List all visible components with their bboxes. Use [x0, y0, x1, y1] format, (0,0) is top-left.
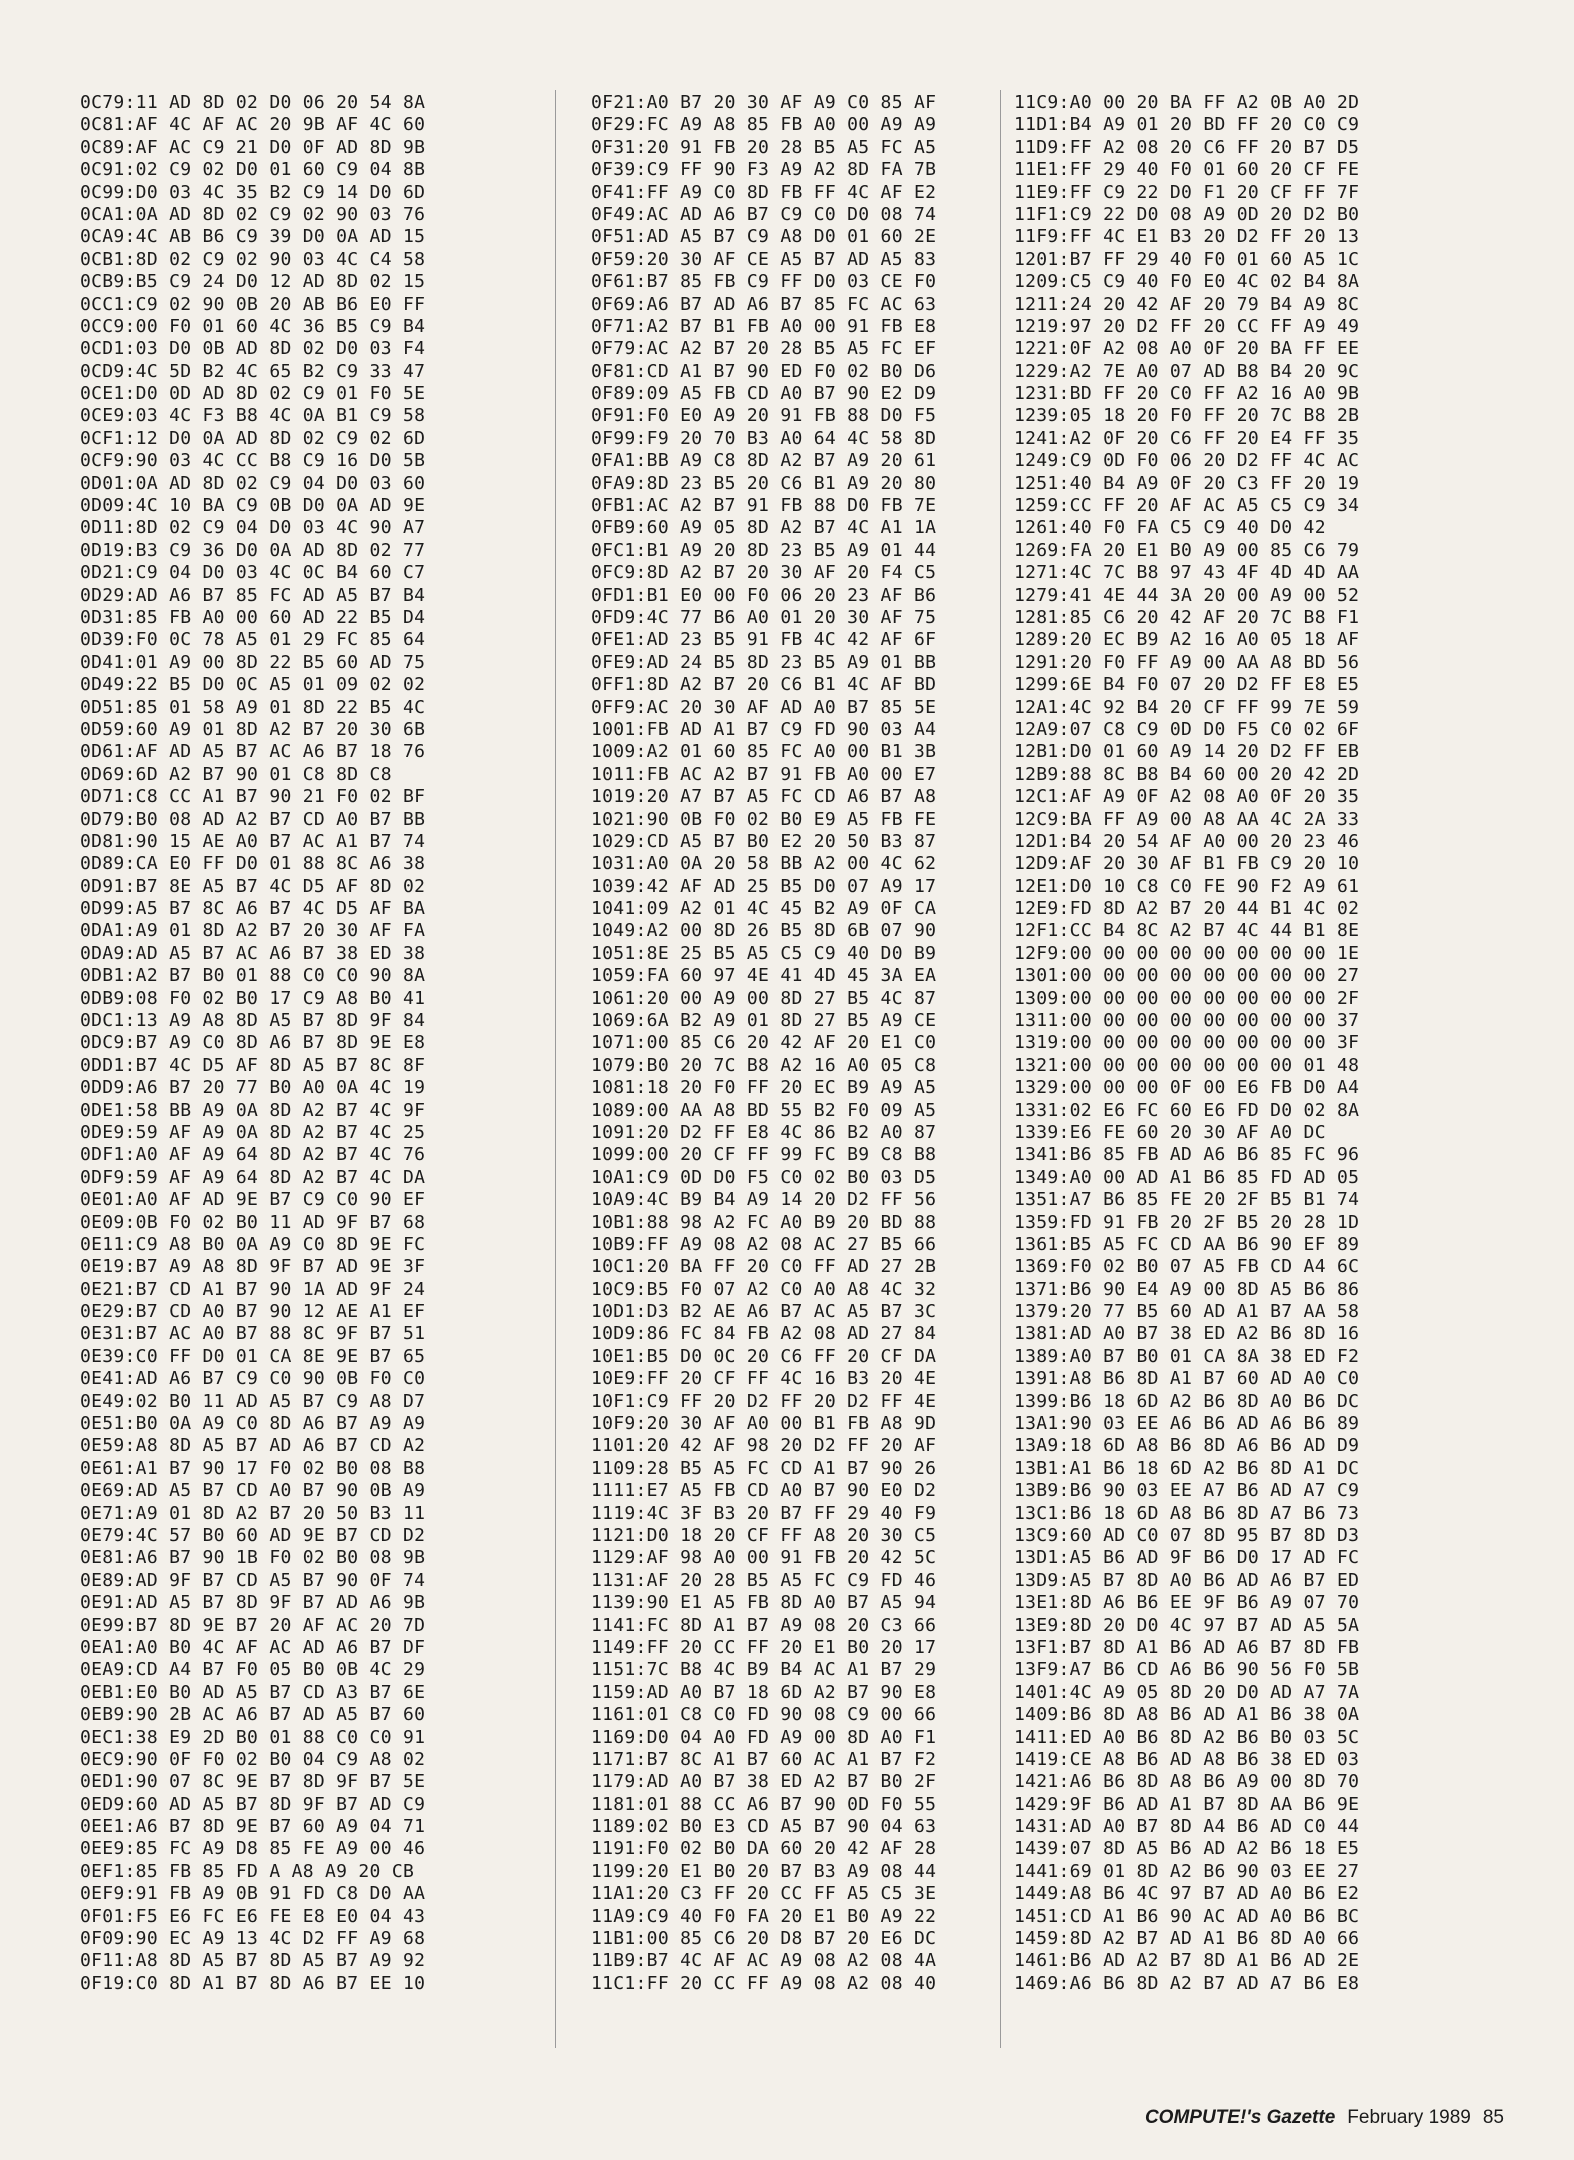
- listing-line: 13A9:18 6D A8 B6 8D A6 B6 AD D9: [1014, 1435, 1360, 1457]
- listing-line: 0D81:90 15 AE A0 B7 AC A1 B7 74: [80, 830, 426, 852]
- listing-line: 0D99:A5 B7 8C A6 B7 4C D5 AF BA: [80, 898, 426, 920]
- listing-line: 0F39:C9 FF 90 F3 A9 A2 8D FA 7B: [591, 159, 937, 181]
- listing-line: 1459:8D A2 B7 AD A1 B6 8D A0 66: [1014, 1928, 1360, 1950]
- listing-line: 1099:00 20 CF FF 99 FC B9 C8 B8: [591, 1144, 937, 1166]
- listing-line: 0E39:C0 FF D0 01 CA 8E 9E B7 65: [80, 1345, 426, 1367]
- page-number: 85: [1482, 2107, 1504, 2128]
- listing-line: 0C79:11 AD 8D 02 D0 06 20 54 8A: [80, 92, 426, 113]
- listing-line: 1041:09 A2 01 4C 45 B2 A9 0F CA: [591, 898, 937, 920]
- listing-line: 0D09:4C 10 BA C9 0B D0 0A AD 9E: [80, 495, 426, 517]
- listing-line: 1299:6E B4 F0 07 20 D2 FF E8 E5: [1014, 674, 1360, 696]
- listing-line: 1371:B6 90 E4 A9 00 8D A5 B6 86: [1014, 1278, 1360, 1300]
- listing-line: 0FD1:B1 E0 00 F0 06 20 23 AF B6: [591, 584, 937, 606]
- listing-line: 10D9:86 FC 84 FB A2 08 AD 27 84: [591, 1323, 937, 1345]
- listing-line: 1391:A8 B6 8D A1 B7 60 AD A0 C0: [1014, 1368, 1360, 1390]
- listing-line: 0FE9:AD 24 B5 8D 23 B5 A9 01 BB: [591, 651, 937, 673]
- listing-line: 13E9:8D 20 D0 4C 97 B7 AD A5 5A: [1014, 1614, 1360, 1636]
- listing-line: 1279:41 4E 44 3A 20 00 A9 00 52: [1014, 584, 1360, 606]
- listing-line: 0CD1:03 D0 0B AD 8D 02 D0 03 F4: [80, 338, 426, 360]
- listing-line: 11F1:C9 22 D0 08 A9 0D 20 D2 B0: [1014, 203, 1360, 225]
- listing-line: 10B1:88 98 A2 FC A0 B9 20 BD 88: [591, 1211, 937, 1233]
- listing-line: 11A1:20 C3 FF 20 CC FF A5 C5 3E: [591, 1883, 937, 1905]
- listing-line: 0F79:AC A2 B7 20 28 B5 A5 FC EF: [591, 338, 937, 360]
- listing-line: 1361:B5 A5 FC CD AA B6 90 EF 89: [1014, 1233, 1360, 1255]
- listing-line: 1241:A2 0F 20 C6 FF 20 E4 FF 35: [1014, 427, 1360, 449]
- listing-line: 1169:D0 04 A0 FD A9 00 8D A0 F1: [591, 1726, 937, 1748]
- listing-line: 1439:07 8D A5 B6 AD A2 B6 18 E5: [1014, 1838, 1360, 1860]
- listing-line: 0F71:A2 B7 B1 FB A0 00 91 FB E8: [591, 315, 937, 337]
- listing-line: 13B1:A1 B6 18 6D A2 B6 8D A1 DC: [1014, 1457, 1360, 1479]
- listing-line: 0EB9:90 2B AC A6 B7 AD A5 B7 60: [80, 1704, 426, 1726]
- listing-line: 0EF9:91 FB A9 0B 91 FD C8 D0 AA: [80, 1883, 426, 1905]
- listing-line: 0FA9:8D 23 B5 20 C6 B1 A9 20 80: [591, 472, 937, 494]
- listing-line: 1071:00 85 C6 20 42 AF 20 E1 C0: [591, 1032, 937, 1054]
- listing-line: 0F99:F9 20 70 B3 A0 64 4C 58 8D: [591, 427, 937, 449]
- listing-line: 0FC9:8D A2 B7 20 30 AF 20 F4 C5: [591, 562, 937, 584]
- listing-line: 10F1:C9 FF 20 D2 FF 20 D2 FF 4E: [591, 1390, 937, 1412]
- listing-line: 0FD9:4C 77 B6 A0 01 20 30 AF 75: [591, 606, 937, 628]
- listing-line: 1281:85 C6 20 42 AF 20 7C B8 F1: [1014, 606, 1360, 628]
- listing-line: 1431:AD A0 B7 8D A4 B6 AD C0 44: [1014, 1816, 1360, 1838]
- listing-line: 0E21:B7 CD A1 B7 90 1A AD 9F 24: [80, 1278, 426, 1300]
- listing-line: 10A9:4C B9 B4 A9 14 20 D2 FF 56: [591, 1189, 937, 1211]
- listing-line: 10A1:C9 0D D0 F5 C0 02 B0 03 D5: [591, 1166, 937, 1188]
- listing-line: 1109:28 B5 A5 FC CD A1 B7 90 26: [591, 1457, 937, 1479]
- page-footer: [1145, 2107, 1504, 2129]
- listing-line: 1059:FA 60 97 4E 41 4D 45 3A EA: [591, 965, 937, 987]
- listing-line: 13D9:A5 B7 8D A0 B6 AD A6 B7 ED: [1014, 1569, 1360, 1591]
- listing-line: 0CD9:4C 5D B2 4C 65 B2 C9 33 47: [80, 360, 426, 382]
- listing-line: 0F51:AD A5 B7 C9 A8 D0 01 60 2E: [591, 226, 937, 248]
- listing-line: 0DD9:A6 B7 20 77 B0 A0 0A 4C 19: [80, 1077, 426, 1099]
- listing-line: 0DA1:A9 01 8D A2 B7 20 30 AF FA: [80, 920, 426, 942]
- listing-line: 1051:8E 25 B5 A5 C5 C9 40 D0 B9: [591, 942, 937, 964]
- listing-line: 1409:B6 8D A8 B6 AD A1 B6 38 0A: [1014, 1704, 1360, 1726]
- listing-line: 11A9:C9 40 F0 FA 20 E1 B0 A9 22: [591, 1905, 937, 1927]
- listing-line: 1031:A0 0A 20 58 BB A2 00 4C 62: [591, 853, 937, 875]
- listing-line: 1449:A8 B6 4C 97 B7 AD A0 B6 E2: [1014, 1883, 1360, 1905]
- listing-line: 1131:AF 20 28 B5 A5 FC C9 FD 46: [591, 1569, 937, 1591]
- listing-line: 1189:02 B0 E3 CD A5 B7 90 04 63: [591, 1816, 937, 1838]
- listing-line: 0D69:6D A2 B7 90 01 C8 8D C8: [80, 763, 392, 785]
- listing-line: 1129:AF 98 A0 00 91 FB 20 42 5C: [591, 1547, 937, 1569]
- listing-line: 1081:18 20 F0 FF 20 EC B9 A9 A5: [591, 1077, 937, 1099]
- listing-line: 0CC9:00 F0 01 60 4C 36 B5 C9 B4: [80, 315, 426, 337]
- listing-line: 1311:00 00 00 00 00 00 00 00 37: [1014, 1010, 1360, 1032]
- listing-line: 1021:90 0B F0 02 B0 E9 A5 FB FE: [591, 808, 937, 830]
- listing-line: 0FE1:AD 23 B5 91 FB 4C 42 AF 6F: [591, 629, 937, 651]
- listing-line: 1289:20 EC B9 A2 16 A0 05 18 AF: [1014, 629, 1360, 651]
- listing-line: 0FF9:AC 20 30 AF AD A0 B7 85 5E: [591, 696, 937, 718]
- listing-line: 0D29:AD A6 B7 85 FC AD A5 B7 B4: [80, 584, 426, 606]
- listing-line: 0F21:A0 B7 20 30 AF A9 C0 85 AF: [591, 92, 937, 113]
- listing-line: 1171:B7 8C A1 B7 60 AC A1 B7 F2: [591, 1748, 937, 1770]
- listing-line: 10C1:20 BA FF 20 C0 FF AD 27 2B: [591, 1256, 937, 1278]
- column-divider: [1000, 90, 1001, 2048]
- listing-line: 0D71:C8 CC A1 B7 90 21 F0 02 BF: [80, 786, 426, 808]
- listing-line: 0F31:20 91 FB 20 28 B5 A5 FC A5: [591, 136, 937, 158]
- listing-line: 0F19:C0 8D A1 B7 8D A6 B7 EE 10: [80, 1972, 426, 1994]
- listing-line: 0CB1:8D 02 C9 02 90 03 4C C4 58: [80, 248, 426, 270]
- listing-line: 0EB1:E0 B0 AD A5 B7 CD A3 B7 6E: [80, 1681, 426, 1703]
- listing-line: 1219:97 20 D2 FF 20 CC FF A9 49: [1014, 315, 1360, 337]
- listing-line: 1149:FF 20 CC FF 20 E1 B0 20 17: [591, 1636, 937, 1658]
- listing-line: 10E9:FF 20 CF FF 4C 16 B3 20 4E: [591, 1368, 937, 1390]
- listing-line: 0D31:85 FB A0 00 60 AD 22 B5 D4: [80, 606, 426, 628]
- listing-line: 0CF9:90 03 4C CC B8 C9 16 D0 5B: [80, 450, 426, 472]
- listing-line: 0F81:CD A1 B7 90 ED F0 02 B0 D6: [591, 360, 937, 382]
- listing-line: 0C81:AF 4C AF AC 20 9B AF 4C 60: [80, 114, 426, 136]
- listing-line: 0D59:60 A9 01 8D A2 B7 20 30 6B: [80, 718, 426, 740]
- listing-line: 1329:00 00 00 0F 00 E6 FB D0 A4: [1014, 1077, 1360, 1099]
- listing-line: 1089:00 AA A8 BD 55 B2 F0 09 A5: [591, 1099, 937, 1121]
- listing-line: 12D1:B4 20 54 AF A0 00 20 23 46: [1014, 830, 1360, 852]
- listing-line: 1201:B7 FF 29 40 F0 01 60 A5 1C: [1014, 248, 1360, 270]
- listing-line: 11B1:00 85 C6 20 D8 B7 20 E6 DC: [591, 1928, 937, 1950]
- listing-line: 0C89:AF AC C9 21 D0 0F AD 8D 9B: [80, 136, 426, 158]
- listing-line: 0E61:A1 B7 90 17 F0 02 B0 08 B8: [80, 1457, 426, 1479]
- listing-line: 1079:B0 20 7C B8 A2 16 A0 05 C8: [591, 1054, 937, 1076]
- listing-line: 0CC1:C9 02 90 0B 20 AB B6 E0 FF: [80, 293, 426, 315]
- listing-line: 1269:FA 20 E1 B0 A9 00 85 C6 79: [1014, 539, 1360, 561]
- listing-line: 0D11:8D 02 C9 04 D0 03 4C 90 A7: [80, 517, 426, 539]
- listing-line: 1309:00 00 00 00 00 00 00 00 2F: [1014, 987, 1360, 1009]
- listing-line: 1469:A6 B6 8D A2 B7 AD A7 B6 E8: [1014, 1972, 1360, 1994]
- listing-line: 0E51:B0 0A A9 C0 8D A6 B7 A9 A9: [80, 1413, 426, 1435]
- listing-line: 1141:FC 8D A1 B7 A9 08 20 C3 66: [591, 1614, 937, 1636]
- listing-line: 12F9:00 00 00 00 00 00 00 00 1E: [1014, 942, 1360, 964]
- listing-line: 13C9:60 AD C0 07 8D 95 B7 8D D3: [1014, 1525, 1360, 1546]
- listing-line: 0D01:0A AD 8D 02 C9 04 D0 03 60: [80, 472, 426, 494]
- listing-line: 1301:00 00 00 00 00 00 00 00 27: [1014, 965, 1360, 987]
- listing-line: 13E1:8D A6 B6 EE 9F B6 A9 07 70: [1014, 1592, 1360, 1614]
- listing-line: 1331:02 E6 FC 60 E6 FD D0 02 8A: [1014, 1099, 1360, 1121]
- listing-line: 0F41:FF A9 C0 8D FB FF 4C AF E2: [591, 181, 937, 203]
- listing-line: 1009:A2 01 60 85 FC A0 00 B1 3B: [591, 741, 937, 763]
- listing-line: 0E01:A0 AF AD 9E B7 C9 C0 90 EF: [80, 1189, 426, 1211]
- listing-line: 0EC1:38 E9 2D B0 01 88 C0 C0 91: [80, 1726, 426, 1748]
- listing-line: 0D89:CA E0 FF D0 01 88 8C A6 38: [80, 853, 426, 875]
- listing-line: 0D61:AF AD A5 B7 AC A6 B7 18 76: [80, 741, 426, 763]
- hex-listing-column-2: [591, 92, 936, 1995]
- listing-line: 1421:A6 B6 8D A8 B6 A9 00 8D 70: [1014, 1771, 1360, 1793]
- listing-line: 10C9:B5 F0 07 A2 C0 A0 A8 4C 32: [591, 1278, 937, 1300]
- listing-line: 1401:4C A9 05 8D 20 D0 AD A7 7A: [1014, 1681, 1360, 1703]
- listing-line: 1159:AD A0 B7 18 6D A2 B7 90 E8: [591, 1681, 937, 1703]
- listing-line: 1231:BD FF 20 C0 FF A2 16 A0 9B: [1014, 383, 1360, 405]
- listing-line: 0E49:02 B0 11 AD A5 B7 C9 A8 D7: [80, 1390, 426, 1412]
- listing-line: 0D19:B3 C9 36 D0 0A AD 8D 02 77: [80, 539, 426, 561]
- listing-line: 1011:FB AC A2 B7 91 FB A0 00 E7: [591, 763, 937, 785]
- listing-line: 1251:40 B4 A9 0F 20 C3 FF 20 19: [1014, 472, 1360, 494]
- listing-line: 1451:CD A1 B6 90 AC AD A0 B6 BC: [1014, 1905, 1360, 1927]
- listing-line: 1339:E6 FE 60 20 30 AF A0 DC: [1014, 1121, 1326, 1143]
- listing-line: 0CB9:B5 C9 24 D0 12 AD 8D 02 15: [80, 271, 426, 293]
- listing-line: 11D9:FF A2 08 20 C6 FF 20 B7 D5: [1014, 136, 1360, 158]
- listing-line: 1429:9F B6 AD A1 B7 8D AA B6 9E: [1014, 1793, 1360, 1815]
- listing-line: 1399:B6 18 6D A2 B6 8D A0 B6 DC: [1014, 1390, 1360, 1412]
- listing-line: 1091:20 D2 FF E8 4C 86 B2 A0 87: [591, 1121, 937, 1143]
- listing-line: 1139:90 E1 A5 FB 8D A0 B7 A5 94: [591, 1592, 937, 1614]
- listing-line: 0E09:0B F0 02 B0 11 AD 9F B7 68: [80, 1211, 426, 1233]
- listing-line: 1209:C5 C9 40 F0 E0 4C 02 B4 8A: [1014, 271, 1360, 293]
- listing-line: 1119:4C 3F B3 20 B7 FF 29 40 F9: [591, 1502, 937, 1524]
- listing-line: 1211:24 20 42 AF 20 79 B4 A9 8C: [1014, 293, 1360, 315]
- listing-line: 0DA9:AD A5 B7 AC A6 B7 38 ED 38: [80, 942, 426, 964]
- listing-line: 1461:B6 AD A2 B7 8D A1 B6 AD 2E: [1014, 1950, 1360, 1972]
- listing-line: 11C9:A0 00 20 BA FF A2 0B A0 2D: [1014, 92, 1360, 113]
- listing-line: 1321:00 00 00 00 00 00 00 01 48: [1014, 1054, 1360, 1076]
- listing-line: 0ED1:90 07 8C 9E B7 8D 9F B7 5E: [80, 1771, 426, 1793]
- listing-line: 13A1:90 03 EE A6 B6 AD A6 B6 89: [1014, 1413, 1360, 1435]
- listing-line: 0C91:02 C9 02 D0 01 60 C9 04 8B: [80, 159, 426, 181]
- listing-line: 1239:05 18 20 F0 FF 20 7C B8 2B: [1014, 405, 1360, 427]
- listing-line: 1261:40 F0 FA C5 C9 40 D0 42: [1014, 517, 1326, 539]
- listing-line: 1389:A0 B7 B0 01 CA 8A 38 ED F2: [1014, 1345, 1360, 1367]
- listing-line: 0DE1:58 BB A9 0A 8D A2 B7 4C 9F: [80, 1099, 426, 1121]
- listing-line: 1369:F0 02 B0 07 A5 FB CD A4 6C: [1014, 1256, 1360, 1278]
- listing-line: 1151:7C B8 4C B9 B4 AC A1 B7 29: [591, 1659, 937, 1681]
- listing-line: 0E29:B7 CD A0 B7 90 12 AE A1 EF: [80, 1301, 426, 1323]
- listing-line: 0E11:C9 A8 B0 0A A9 C0 8D 9E FC: [80, 1233, 426, 1255]
- listing-line: 12A9:07 C8 C9 0D D0 F5 C0 02 6F: [1014, 718, 1360, 740]
- listing-line: 1271:4C 7C B8 97 43 4F 4D 4D AA: [1014, 562, 1360, 584]
- listing-line: 10E1:B5 D0 0C 20 C6 FF 20 CF DA: [591, 1345, 937, 1367]
- listing-line: 0E91:AD A5 B7 8D 9F B7 AD A6 9B: [80, 1592, 426, 1614]
- listing-line: 1061:20 00 A9 00 8D 27 B5 4C 87: [591, 987, 937, 1009]
- listing-line: 0FA1:BB A9 C8 8D A2 B7 A9 20 61: [591, 450, 937, 472]
- listing-line: 1379:20 77 B5 60 AD A1 B7 AA 58: [1014, 1301, 1360, 1323]
- listing-line: 0E41:AD A6 B7 C9 C0 90 0B F0 C0: [80, 1368, 426, 1390]
- listing-line: 11B9:B7 4C AF AC A9 08 A2 08 4A: [591, 1950, 937, 1972]
- listing-line: 11F9:FF 4C E1 B3 20 D2 FF 20 13: [1014, 226, 1360, 248]
- listing-line: 0F11:A8 8D A5 B7 8D A5 B7 A9 92: [80, 1950, 426, 1972]
- listing-line: 1191:F0 02 B0 DA 60 20 42 AF 28: [591, 1838, 937, 1860]
- listing-line: 1069:6A B2 A9 01 8D 27 B5 A9 CE: [591, 1010, 937, 1032]
- listing-line: 0C99:D0 03 4C 35 B2 C9 14 D0 6D: [80, 181, 426, 203]
- listing-line: 0F09:90 EC A9 13 4C D2 FF A9 68: [80, 1928, 426, 1950]
- listing-line: 12A1:4C 92 B4 20 CF FF 99 7E 59: [1014, 696, 1360, 718]
- listing-line: 1181:01 88 CC A6 B7 90 0D F0 55: [591, 1793, 937, 1815]
- listing-line: 0F69:A6 B7 AD A6 B7 85 FC AC 63: [591, 293, 937, 315]
- listing-line: 0EA1:A0 B0 4C AF AC AD A6 B7 DF: [80, 1636, 426, 1658]
- listing-line: 10D1:D3 B2 AE A6 B7 AC A5 B7 3C: [591, 1301, 937, 1323]
- listing-line: 0D51:85 01 58 A9 01 8D 22 B5 4C: [80, 696, 426, 718]
- listing-line: 1101:20 42 AF 98 20 D2 FF 20 AF: [591, 1435, 937, 1457]
- listing-line: 0E19:B7 A9 A8 8D 9F B7 AD 9E 3F: [80, 1256, 426, 1278]
- listing-line: 1411:ED A0 B6 8D A2 B6 B0 03 5C: [1014, 1726, 1360, 1748]
- listing-line: 0E89:AD 9F B7 CD A5 B7 90 0F 74: [80, 1569, 426, 1591]
- listing-line: 12B1:D0 01 60 A9 14 20 D2 FF EB: [1014, 741, 1360, 763]
- listing-line: 1049:A2 00 8D 26 B5 8D 6B 07 90: [591, 920, 937, 942]
- listing-line: 1419:CE A8 B6 AD A8 B6 38 ED 03: [1014, 1748, 1360, 1770]
- listing-line: 0EF1:85 FB 85 FD A A8 A9 20 CB: [80, 1860, 415, 1882]
- listing-line: 0FB9:60 A9 05 8D A2 B7 4C A1 1A: [591, 517, 937, 539]
- listing-line: 0DB9:08 F0 02 B0 17 C9 A8 B0 41: [80, 987, 426, 1009]
- listing-line: 1001:FB AD A1 B7 C9 FD 90 03 A4: [591, 718, 937, 740]
- listing-line: 0D39:F0 0C 78 A5 01 29 FC 85 64: [80, 629, 426, 651]
- listing-line: 0D79:B0 08 AD A2 B7 CD A0 B7 BB: [80, 808, 426, 830]
- listing-line: 0CF1:12 D0 0A AD 8D 02 C9 02 6D: [80, 427, 426, 449]
- listing-line: 1441:69 01 8D A2 B6 90 03 EE 27: [1014, 1860, 1360, 1882]
- listing-line: 0DF9:59 AF A9 64 8D A2 B7 4C DA: [80, 1166, 426, 1188]
- listing-line: 1199:20 E1 B0 20 B7 B3 A9 08 44: [591, 1860, 937, 1882]
- listing-line: 0E99:B7 8D 9E B7 20 AF AC 20 7D: [80, 1614, 426, 1636]
- listing-line: 11D1:B4 A9 01 20 BD FF 20 C0 C9: [1014, 114, 1360, 136]
- listing-line: 0F29:FC A9 A8 85 FB A0 00 A9 A9: [591, 114, 937, 136]
- listing-line: 1359:FD 91 FB 20 2F B5 20 28 1D: [1014, 1211, 1360, 1233]
- listing-line: 0EA9:CD A4 B7 F0 05 B0 0B 4C 29: [80, 1659, 426, 1681]
- listing-line: 0D41:01 A9 00 8D 22 B5 60 AD 75: [80, 651, 426, 673]
- hex-listing-column-3: [1014, 92, 1359, 1995]
- listing-line: 0CA1:0A AD 8D 02 C9 02 90 03 76: [80, 203, 426, 225]
- listing-line: 0F61:B7 85 FB C9 FF D0 03 CE F0: [591, 271, 937, 293]
- listing-line: 0DD1:B7 4C D5 AF 8D A5 B7 8C 8F: [80, 1054, 426, 1076]
- listing-line: 1161:01 C8 C0 FD 90 08 C9 00 66: [591, 1704, 937, 1726]
- listing-line: 13C1:B6 18 6D A8 B6 8D A7 B6 73: [1014, 1502, 1360, 1524]
- listing-line: 1121:D0 18 20 CF FF A8 20 30 C5: [591, 1525, 937, 1546]
- listing-line: 11E1:FF 29 40 F0 01 60 20 CF FE: [1014, 159, 1360, 181]
- listing-line: 0DC1:13 A9 A8 8D A5 B7 8D 9F 84: [80, 1010, 426, 1032]
- listing-line: 12F1:CC B4 8C A2 B7 4C 44 B1 8E: [1014, 920, 1360, 942]
- listing-line: 13F9:A7 B6 CD A6 B6 90 56 F0 5B: [1014, 1659, 1360, 1681]
- listing-line: 1259:CC FF 20 AF AC A5 C5 C9 34: [1014, 495, 1360, 517]
- listing-line: 0EE1:A6 B7 8D 9E B7 60 A9 04 71: [80, 1816, 426, 1838]
- listing-line: 0E81:A6 B7 90 1B F0 02 B0 08 9B: [80, 1547, 426, 1569]
- listing-line: 10F9:20 30 AF A0 00 B1 FB A8 9D: [591, 1413, 937, 1435]
- listing-line: 0DC9:B7 A9 C0 8D A6 B7 8D 9E E8: [80, 1032, 426, 1054]
- listing-line: 1229:A2 7E A0 07 AD B8 B4 20 9C: [1014, 360, 1360, 382]
- listing-line: 0EC9:90 0F F0 02 B0 04 C9 A8 02: [80, 1748, 426, 1770]
- listing-line: 1291:20 F0 FF A9 00 AA A8 BD 56: [1014, 651, 1360, 673]
- listing-line: 0D21:C9 04 D0 03 4C 0C B4 60 C7: [80, 562, 426, 584]
- listing-line: 0FC1:B1 A9 20 8D 23 B5 A9 01 44: [591, 539, 937, 561]
- listing-line: 0CE9:03 4C F3 B8 4C 0A B1 C9 58: [80, 405, 426, 427]
- listing-line: 0DB1:A2 B7 B0 01 88 C0 C0 90 8A: [80, 965, 426, 987]
- listing-line: 0E71:A9 01 8D A2 B7 20 50 B3 11: [80, 1502, 426, 1524]
- listing-line: 0F01:F5 E6 FC E6 FE E8 E0 04 43: [80, 1905, 426, 1927]
- listing-line: 0D49:22 B5 D0 0C A5 01 09 02 02: [80, 674, 426, 696]
- listing-line: 0E31:B7 AC A0 B7 88 8C 9F B7 51: [80, 1323, 426, 1345]
- listing-line: 0F89:09 A5 FB CD A0 B7 90 E2 D9: [591, 383, 937, 405]
- listing-line: 13B9:B6 90 03 EE A7 B6 AD A7 C9: [1014, 1480, 1360, 1502]
- listing-line: 1381:AD A0 B7 38 ED A2 B6 8D 16: [1014, 1323, 1360, 1345]
- listing-line: 12C1:AF A9 0F A2 08 A0 0F 20 35: [1014, 786, 1360, 808]
- listing-line: 0E59:A8 8D A5 B7 AD A6 B7 CD A2: [80, 1435, 426, 1457]
- listing-line: 12C9:BA FF A9 00 A8 AA 4C 2A 33: [1014, 808, 1360, 830]
- listing-line: 0FF1:8D A2 B7 20 C6 B1 4C AF BD: [591, 674, 937, 696]
- listing-line: 1039:42 AF AD 25 B5 D0 07 A9 17: [591, 875, 937, 897]
- listing-line: 12E1:D0 10 C8 C0 FE 90 F2 A9 61: [1014, 875, 1360, 897]
- listing-line: 13D1:A5 B6 AD 9F B6 D0 17 AD FC: [1014, 1547, 1360, 1569]
- listing-line: 0F59:20 30 AF CE A5 B7 AD A5 83: [591, 248, 937, 270]
- listing-line: 1351:A7 B6 85 FE 20 2F B5 B1 74: [1014, 1189, 1360, 1211]
- listing-line: 1019:20 A7 B7 A5 FC CD A6 B7 A8: [591, 786, 937, 808]
- listing-line: 0FB1:AC A2 B7 91 FB 88 D0 FB 7E: [591, 495, 937, 517]
- magazine-name: COMPUTE!'s Gazette: [1144, 2107, 1336, 2128]
- issue-date: February 1989: [1347, 2107, 1471, 2128]
- listing-line: 13F1:B7 8D A1 B6 AD A6 B7 8D FB: [1014, 1636, 1360, 1658]
- listing-line: 1249:C9 0D F0 06 20 D2 FF 4C AC: [1014, 450, 1360, 472]
- listing-line: 12B9:88 8C B8 B4 60 00 20 42 2D: [1014, 763, 1360, 785]
- listing-line: 10B9:FF A9 08 A2 08 AC 27 B5 66: [591, 1233, 937, 1255]
- listing-line: 0E79:4C 57 B0 60 AD 9E B7 CD D2: [80, 1525, 426, 1546]
- listing-line: 0D91:B7 8E A5 B7 4C D5 AF 8D 02: [80, 875, 426, 897]
- listing-line: 12E9:FD 8D A2 B7 20 44 B1 4C 02: [1014, 898, 1360, 920]
- listing-line: 0EE9:85 FC A9 D8 85 FE A9 00 46: [80, 1838, 426, 1860]
- listing-line: 0DF1:A0 AF A9 64 8D A2 B7 4C 76: [80, 1144, 426, 1166]
- column-divider: [555, 90, 556, 2048]
- listing-line: 1029:CD A5 B7 B0 E2 20 50 B3 87: [591, 830, 937, 852]
- listing-line: 0F49:AC AD A6 B7 C9 C0 D0 08 74: [591, 203, 937, 225]
- listing-line: 0DE9:59 AF A9 0A 8D A2 B7 4C 25: [80, 1121, 426, 1143]
- listing-line: 1179:AD A0 B7 38 ED A2 B7 B0 2F: [591, 1771, 937, 1793]
- listing-line: 0CA9:4C AB B6 C9 39 D0 0A AD 15: [80, 226, 426, 248]
- listing-line: 1349:A0 00 AD A1 B6 85 FD AD 05: [1014, 1166, 1360, 1188]
- listing-line: 1221:0F A2 08 A0 0F 20 BA FF EE: [1014, 338, 1360, 360]
- listing-line: 1111:E7 A5 FB CD A0 B7 90 E0 D2: [591, 1480, 937, 1502]
- listing-line: 0ED9:60 AD A5 B7 8D 9F B7 AD C9: [80, 1793, 426, 1815]
- hex-listing-column-1: [80, 92, 425, 1995]
- listing-line: 1341:B6 85 FB AD A6 B6 85 FC 96: [1014, 1144, 1360, 1166]
- listing-line: 0CE1:D0 0D AD 8D 02 C9 01 F0 5E: [80, 383, 426, 405]
- listing-line: 1319:00 00 00 00 00 00 00 00 3F: [1014, 1032, 1360, 1054]
- listing-line: 12D9:AF 20 30 AF B1 FB C9 20 10: [1014, 853, 1360, 875]
- listing-line: 11C1:FF 20 CC FF A9 08 A2 08 40: [591, 1972, 937, 1994]
- listing-line: 0E69:AD A5 B7 CD A0 B7 90 0B A9: [80, 1480, 426, 1502]
- listing-line: 11E9:FF C9 22 D0 F1 20 CF FF 7F: [1014, 181, 1360, 203]
- listing-line: 0F91:F0 E0 A9 20 91 FB 88 D0 F5: [591, 405, 937, 427]
